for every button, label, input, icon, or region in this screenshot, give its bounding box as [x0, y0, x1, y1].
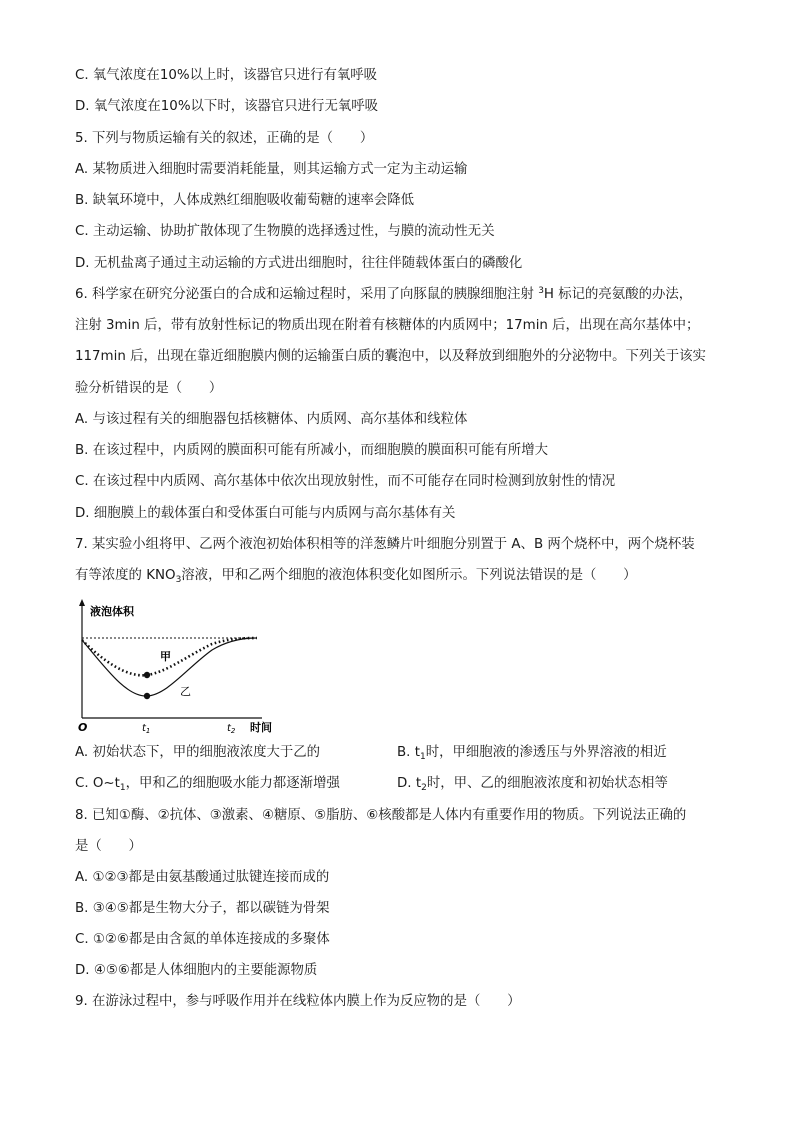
question-6-option-b: B. 在该过程中，内质网的膜面积可能有所减小，而细胞膜的膜面积可能有所增大	[75, 443, 548, 458]
point-yi-t1	[144, 693, 150, 699]
t1-label-base: t	[142, 723, 146, 733]
question-6-stem-text-a: 6. 科学家在研究分泌蛋白的合成和运输过程时，采用了向豚鼠的胰腺细胞注射	[75, 287, 539, 302]
question-8-stem-line-1: 8. 已知①酶、②抗体、③激素、④糖原、⑤脂肪、⑥核酸都是人体内有重要作用的物质。下列说法正确的	[75, 808, 687, 823]
question-6-option-a: A. 与该过程有关的细胞器包括核糖体、内质网、高尔基体和线粒体	[75, 412, 468, 427]
option-d-line: D. 氧气浓度在10%以下时，该器官只进行无氧呼吸	[75, 99, 379, 114]
question-8-option-d: D. ④⑤⑥都是人体细胞内的主要能源物质	[75, 963, 318, 978]
question-5-stem: 5. 下列与物质运输有关的叙述，正确的是（ ）	[75, 131, 374, 146]
question-5-option-a: A. 某物质进入细胞时需要消耗能量，则其运输方式一定为主动运输	[75, 162, 468, 177]
label-jia: 甲	[160, 650, 171, 663]
question-7-stem-line-2	[75, 566, 637, 586]
y-axis-arrow	[79, 599, 85, 606]
question-6-stem-line-4: 验分析错误的是（ ）	[75, 381, 223, 396]
question-6-stem-line-2: 注射 3min 后，带有放射性标记的物质出现在附着有核糖体的内质网中；17min 后，出现在高尔基体中；	[75, 318, 700, 333]
vacuole-volume-figure	[72, 598, 287, 733]
y-axis-label: 液泡体积	[90, 605, 134, 618]
question-7-option-c-text-b: ，甲和乙的细胞吸水能力都逐渐增强	[125, 776, 340, 791]
question-7-option-d	[397, 774, 668, 794]
question-5-option-d: D. 无机盐离子通过主动运输的方式进出细胞时，往往伴随载体蛋白的磷酸化	[75, 256, 523, 271]
question-7-option-b	[397, 743, 667, 763]
question-7-option-d-text-b: 时，甲、乙的细胞液浓度和初始状态相等	[426, 776, 668, 791]
question-6-stem-text-b: H 标记的亮氨酸的办法，	[543, 287, 693, 302]
option-c-line: C. 氧气浓度在10%以上时，该器官只进行有氧呼吸	[75, 68, 378, 83]
question-5-option-c: C. 主动运输、协助扩散体现了生物膜的选择透过性，与膜的流动性无关	[75, 224, 495, 239]
t1-label-sub: 1	[145, 727, 151, 733]
question-8-option-a: A. ①②③都是由氨基酸通过肽键连接而成的	[75, 870, 330, 885]
t2-label-sub: 2	[230, 727, 236, 733]
question-8-option-c: C. ①②⑥都是由含氮的单体连接成的多聚体	[75, 932, 330, 947]
t2-label	[227, 723, 236, 733]
question-7-option-b-text-b: 时，甲细胞液的渗透压与外界溶液的相近	[425, 745, 667, 760]
label-yi: 乙	[180, 685, 191, 698]
question-8-option-b: B. ③④⑤都是生物大分子，都以碳链为骨架	[75, 901, 330, 916]
question-6-option-c: C. 在该过程中内质网、高尔基体中依次出现放射性，而不可能存在同时检测到放射性的情况	[75, 474, 616, 489]
question-8-stem-line-2: 是（ ）	[75, 839, 142, 854]
question-7-option-c-sub: 1	[119, 783, 126, 793]
subscript-3: 3	[175, 575, 182, 585]
t1-label	[142, 723, 150, 733]
t2-label-base: t	[227, 723, 231, 733]
question-7-option-d-sub: 2	[421, 783, 427, 793]
question-7-stem-line-1: 7. 某实验小组将甲、乙两个液泡初始体积相等的洋葱鳞片叶细胞分别置于 A、B 两个烧杯中，两个烧杯装	[75, 537, 695, 552]
curve-yi	[82, 638, 257, 696]
question-5-option-b: B. 缺氧环境中，人体成熟红细胞吸收葡萄糖的速率会降低	[75, 193, 415, 208]
question-6-option-d: D. 细胞膜上的载体蛋白和受体蛋白可能与内质网与高尔基体有关	[75, 506, 456, 521]
superscript-3: 3	[538, 286, 544, 296]
origin-label: O	[78, 721, 88, 733]
question-7-option-c-text-a: C. O~t	[75, 776, 120, 791]
question-6-stem-line-1	[75, 285, 692, 305]
question-7-option-d-text-a: D. t	[397, 776, 422, 791]
question-7-option-a: A. 初始状态下，甲的细胞液浓度大于乙的	[75, 745, 321, 760]
question-6-stem-line-3: 117min 后，出现在靠近细胞膜内侧的运输蛋白质的囊泡中，以及释放到细胞外的分泌物中。下列关于该实	[75, 349, 706, 364]
x-axis-label: 时间	[250, 721, 272, 733]
question-7-option-b-text-a: B. t	[397, 745, 420, 760]
question-7-stem-text-a: 有等浓度的 KNO	[75, 568, 176, 583]
question-7-stem-text-b: 溶液，甲和乙两个细胞的液泡体积变化如图所示。下列说法错误的是（ ）	[181, 568, 637, 583]
point-jia-t1	[144, 672, 150, 678]
question-7-option-c	[75, 774, 340, 794]
question-9-stem: 9. 在游泳过程中，参与呼吸作用并在线粒体内膜上作为反应物的是（ ）	[75, 994, 521, 1009]
question-7-option-b-sub: 1	[419, 752, 426, 762]
